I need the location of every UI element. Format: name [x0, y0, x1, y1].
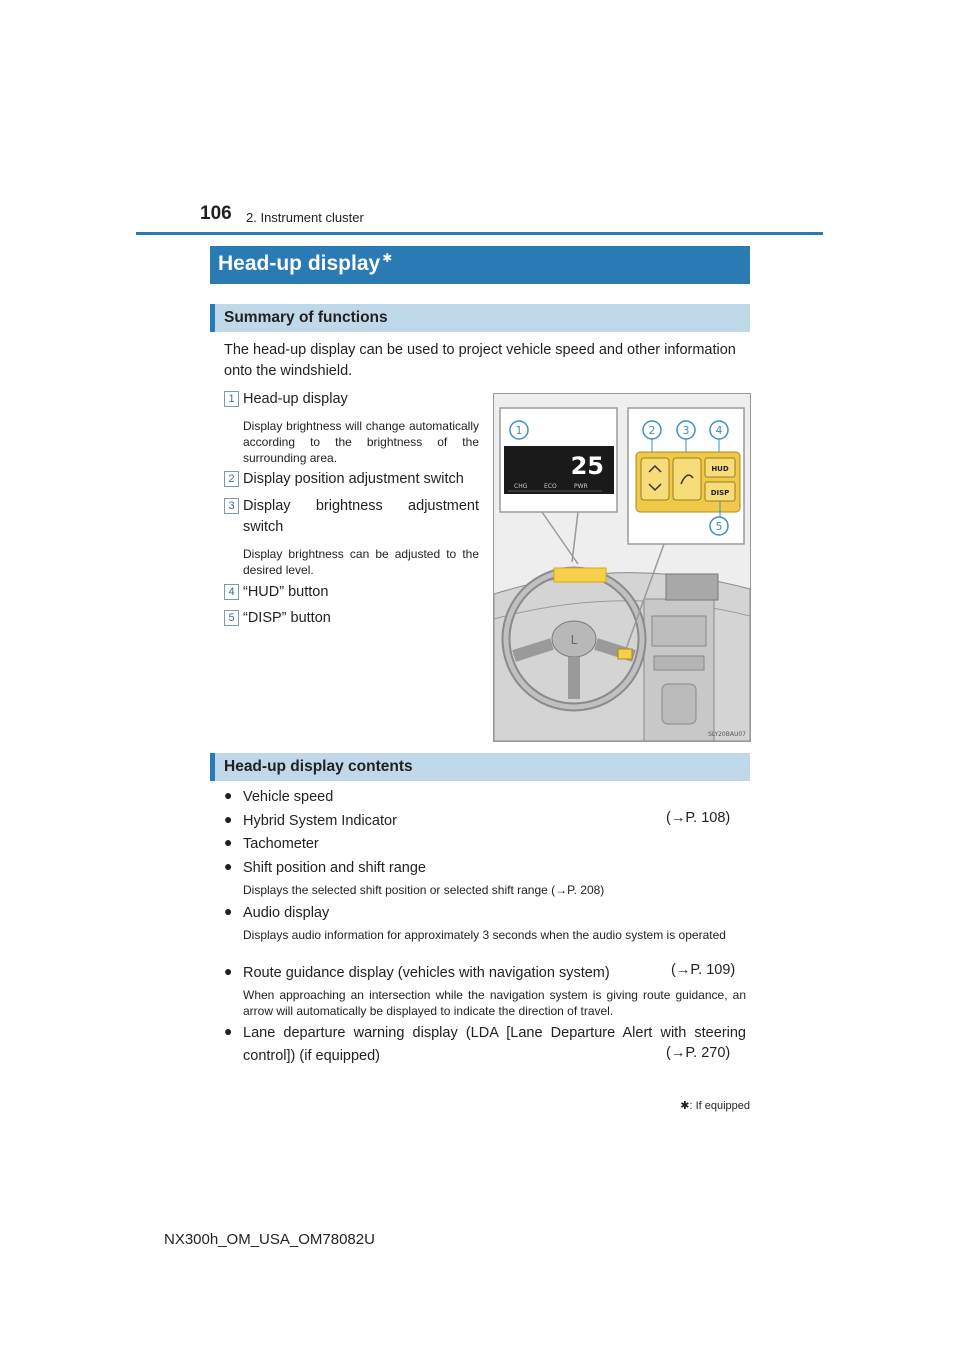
- hud-button-illus: HUD: [711, 465, 729, 473]
- summary-heading-bar: [210, 304, 750, 332]
- hud-speed-readout: 25: [570, 452, 604, 480]
- bullet-dot: ●: [224, 858, 233, 874]
- footnote: ✱: If equipped: [680, 1100, 750, 1112]
- item-number: 1: [224, 391, 239, 407]
- page-reference[interactable]: (→P. 108): [666, 810, 731, 826]
- item-number: 2: [224, 471, 239, 487]
- callout-4: 4: [715, 424, 723, 437]
- bullet-item: Vehicle speed: [243, 789, 334, 805]
- hud-label-pwr: PWR: [574, 483, 588, 490]
- item-number: 5: [224, 610, 239, 626]
- section-title-bar: [210, 246, 750, 284]
- item-label: “DISP” button: [243, 610, 331, 626]
- bullet-note: Displays the selected shift position or selected shift range (→P. 208): [243, 883, 605, 897]
- summary-intro: The head-up display can be used to project vehicle speed and other information onto the windshield.: [224, 342, 736, 379]
- bullet-item: Route guidance display (vehicles with navigation system): [243, 965, 610, 981]
- contents-heading: Head-up display contents: [224, 758, 413, 775]
- item-number: 4: [224, 584, 239, 600]
- item-number: 3: [224, 498, 239, 514]
- callout-5: 5: [715, 520, 723, 533]
- contents-heading-bar: [210, 753, 750, 781]
- bullet-item: Lane departure warning display (LDA [Lane Departure Alert with steering control]) (if equipped): [243, 1025, 746, 1064]
- bullet-item: Hybrid System Indicator: [243, 813, 397, 829]
- bullet-dot: ●: [224, 834, 233, 850]
- hud-label-eco: ECO: [544, 483, 557, 490]
- svg-text:L: L: [570, 633, 578, 647]
- image-code: SLY20BAU07: [708, 731, 746, 738]
- dashboard-illustration-svg: [494, 394, 750, 741]
- summary-heading: Summary of functions: [224, 309, 388, 326]
- bullet-dot: ●: [224, 787, 233, 803]
- bullet-item: Audio display: [243, 905, 330, 921]
- callout-3: 3: [682, 424, 690, 437]
- dashboard-illustration: [493, 393, 751, 742]
- callout-2: 2: [648, 424, 656, 437]
- if-equipped-mark: ✱: [382, 251, 393, 265]
- bullet-item: Shift position and shift range: [243, 860, 426, 876]
- callout-1: 1: [515, 424, 523, 437]
- item-label: Display brightness adjustment switch: [243, 498, 479, 535]
- bullet-item: Tachometer: [243, 836, 319, 852]
- item-note: Display brightness can be adjusted to the desired level.: [243, 547, 479, 577]
- bullet-note: Displays audio information for approximately 3 seconds when the audio system is operated: [243, 928, 726, 942]
- page-number: 106: [200, 203, 232, 224]
- section-title: Head-up display ✱: [218, 251, 393, 275]
- document-code: NX300h_OM_USA_OM78082U: [164, 1231, 375, 1248]
- bullet-note: When approaching an intersection while the navigation system is giving route guidance, an arrow will automatically be displayed to indicate the direction of travel.: [243, 988, 746, 1018]
- item-label: “HUD” button: [243, 584, 329, 600]
- chapter-title: 2. Instrument cluster: [246, 210, 364, 225]
- bullet-dot: ●: [224, 1023, 233, 1039]
- hud-label-chg: CHG: [514, 483, 528, 490]
- page-reference[interactable]: (→P. 109): [671, 962, 736, 978]
- bullet-dot: ●: [224, 903, 233, 919]
- item-note: Display brightness will change automatically according to the brightness of the surrounding area.: [243, 419, 479, 465]
- item-label: Display position adjustment switch: [243, 471, 464, 487]
- page-reference[interactable]: (→P. 270): [666, 1045, 731, 1061]
- bullet-dot: ●: [224, 811, 233, 827]
- disp-button-illus: DISP: [710, 489, 730, 497]
- item-label: Head-up display: [243, 391, 348, 407]
- bullet-dot: ●: [224, 963, 233, 979]
- header-rule: [136, 232, 823, 235]
